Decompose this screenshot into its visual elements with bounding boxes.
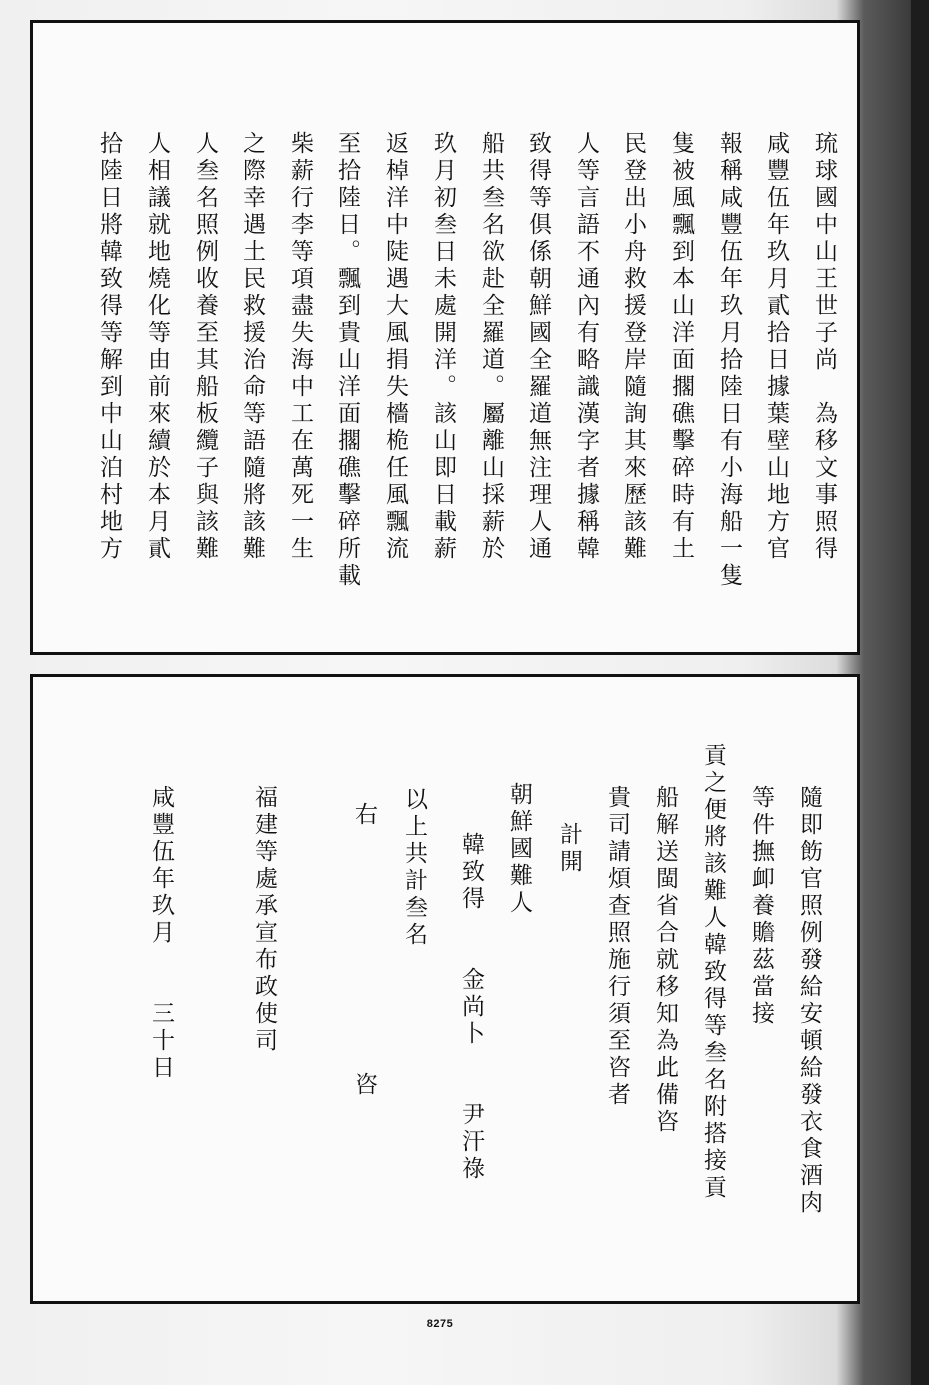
book-spine-shadow bbox=[911, 0, 929, 1385]
text-column: 人相議就地燒化等由前來續於本月貳 bbox=[144, 131, 170, 563]
top-text-panel bbox=[30, 20, 860, 655]
text-column: 報稱咸豐伍年玖月拾陸日有小海船一隻 bbox=[716, 131, 742, 590]
text-column: 人叁名照例收養至其船板纜子與該難 bbox=[192, 131, 218, 563]
text-column: 咸豐伍年玖月 三十日 bbox=[148, 785, 174, 1082]
text-column: 貢之便將該難人韓致得等叁名附搭接貢 bbox=[700, 743, 726, 1202]
text-column: 等件撫卹養贍茲當接 bbox=[748, 785, 774, 1028]
text-column: 右 咨 bbox=[351, 802, 377, 1099]
page-number: 8275 bbox=[426, 1318, 454, 1330]
text-column: 咸豐伍年玖月貳拾日據葉壁山地方官 bbox=[763, 131, 789, 563]
text-column: 返棹洋中陡遇大風捐失檣桅任風飄流 bbox=[382, 131, 408, 563]
text-column: 船共叁名欲赴全羅道。屬離山採薪於 bbox=[478, 131, 504, 563]
text-column: 韓致得 金尚卜 尹汗祿 bbox=[458, 832, 484, 1183]
text-column: 福建等處承宣布政使司 bbox=[251, 785, 277, 1055]
text-column: 琉球國中山王世子尚 為移文事照得 bbox=[811, 131, 837, 563]
text-column: 隨即飭官照例發給安頓給發衣食酒肉 bbox=[796, 785, 822, 1217]
text-column: 致得等俱係朝鮮國全羅道無注理人通 bbox=[525, 131, 551, 563]
text-column: 以上共計叁名 bbox=[401, 787, 427, 949]
bottom-text-panel bbox=[30, 674, 860, 1304]
text-column: 柴薪行李等項盡失海中工在萬死一生 bbox=[287, 131, 313, 563]
text-column: 貴司請煩查照施行須至咨者 bbox=[604, 785, 630, 1109]
text-column: 玖月初叁日未處開洋。該山即日載薪 bbox=[430, 131, 456, 563]
text-column: 船解送閩省合就移知為此備咨 bbox=[652, 785, 678, 1136]
text-column: 至拾陸日。飄到貴山洋面擱礁擊碎所載 bbox=[334, 131, 360, 590]
text-column: 人等言語不通內有略識漢字者據稱韓 bbox=[573, 131, 599, 563]
text-column: 民登出小舟救援登岸隨詢其來歷該難 bbox=[620, 131, 646, 563]
text-column: 之際幸遇土民救援治命等語隨將該難 bbox=[239, 131, 265, 563]
text-column: 隻被風飄到本山洋面擱礁擊碎時有土 bbox=[668, 131, 694, 563]
text-column: 朝鮮國難人 bbox=[506, 782, 532, 917]
text-column: 拾陸日將韓致得等解到中山泊村地方 bbox=[96, 131, 122, 563]
text-column: 計開 bbox=[556, 822, 582, 876]
